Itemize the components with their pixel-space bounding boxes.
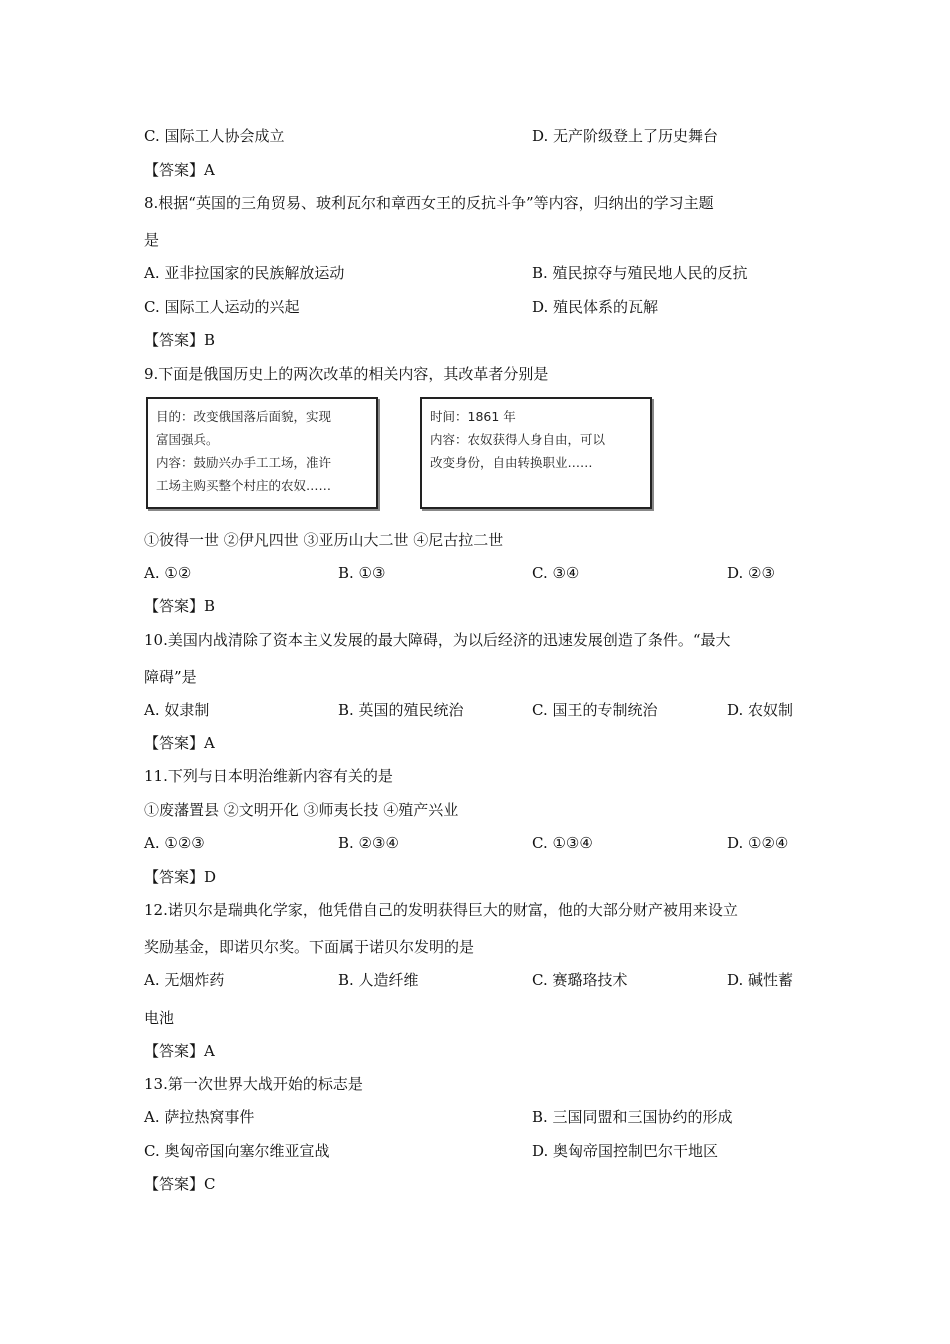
q7-option-c: C. 国际工人协会成立 (144, 127, 285, 145)
q10-option-a: A. 奴隶制 (144, 701, 210, 719)
q12-option-a: A. 无烟炸药 (144, 971, 225, 989)
q9-reform-box-2 (420, 397, 652, 509)
q13-option-a: A. 萨拉热窝事件 (144, 1108, 255, 1126)
q9-box1-line: 内容：鼓励兴办手工工场，准许 (156, 455, 332, 470)
q11-option-a: A. ①②③ (144, 834, 205, 852)
q9-box2-line: 内容：农奴获得人身自由，可以 (430, 432, 606, 447)
q13-option-c: C. 奥匈帝国向塞尔维亚宣战 (144, 1142, 330, 1160)
q12-stem-line1: 12.诺贝尔是瑞典化学家，他凭借自己的发明获得巨大的财富，他的大部分财产被用来设立 (144, 901, 738, 919)
q10-option-d: D. 农奴制 (727, 701, 794, 719)
q8-option-d: D. 殖民体系的瓦解 (532, 298, 659, 316)
q8-stem-line2: 是 (144, 231, 160, 249)
q9-box1-line: 目的：改变俄国落后面貌，实现 (156, 409, 332, 424)
q11-stem: 11.下列与日本明治维新内容有关的是 (144, 767, 393, 785)
q13-option-d: D. 奥匈帝国控制巴尔干地区 (532, 1142, 719, 1160)
q9-option-b: B. ①③ (338, 564, 386, 582)
q12-option-d: D. 碱性蓄 (727, 971, 794, 989)
q9-option-c: C. ③④ (532, 564, 580, 582)
q8-option-a: A. 亚非拉国家的民族解放运动 (144, 264, 345, 282)
q9-reform-box-1 (146, 397, 378, 509)
q7-answer: 【答案】A (144, 161, 215, 179)
q10-stem-line2: 障碍”是 (144, 668, 197, 686)
q9-box2-line: 时间：1861 年 (430, 409, 516, 424)
q8-option-c: C. 国际工人运动的兴起 (144, 298, 300, 316)
q9-items: ①彼得一世 ②伊凡四世 ③亚历山大二世 ④尼古拉二世 (144, 531, 504, 549)
q9-box1-line: 工场主购买整个村庄的农奴…… (156, 478, 332, 493)
q10-answer: 【答案】A (144, 734, 215, 752)
q9-option-a: A. ①② (144, 564, 192, 582)
q13-answer: 【答案】C (144, 1175, 216, 1193)
q9-box1-line: 富国强兵。 (156, 432, 219, 447)
q9-option-d: D. ②③ (727, 564, 775, 582)
q11-option-d: D. ①②④ (727, 834, 789, 852)
q8-stem-line1: 8.根据“英国的三角贸易、玻利瓦尔和章西女王的反抗斗争”等内容，归纳出的学习主题 (144, 194, 714, 212)
q13-stem: 13.第一次世界大战开始的标志是 (144, 1075, 363, 1093)
q8-option-b: B. 殖民掠夺与殖民地人民的反抗 (532, 264, 748, 282)
q7-option-d: D. 无产阶级登上了历史舞台 (532, 127, 719, 145)
q10-option-b: B. 英国的殖民统治 (338, 701, 464, 719)
q11-option-b: B. ②③④ (338, 834, 399, 852)
q9-stem: 9.下面是俄国历史上的两次改革的相关内容，其改革者分别是 (144, 365, 549, 383)
q12-option-b: B. 人造纤维 (338, 971, 419, 989)
q12-answer: 【答案】A (144, 1042, 215, 1060)
q11-items: ①废藩置县 ②文明开化 ③师夷长技 ④殖产兴业 (144, 801, 459, 819)
q9-answer: 【答案】B (144, 597, 216, 615)
q12-stem-line2: 奖励基金，即诺贝尔奖。下面属于诺贝尔发明的是 (144, 938, 475, 956)
q13-option-b: B. 三国同盟和三国协约的形成 (532, 1108, 733, 1126)
q8-answer: 【答案】B (144, 331, 216, 349)
q12-option-c: C. 赛璐珞技术 (532, 971, 628, 989)
q10-stem-line1: 10.美国内战清除了资本主义发展的最大障碍，为以后经济的迅速发展创造了条件。“最大 (144, 631, 731, 649)
q11-option-c: C. ①③④ (532, 834, 593, 852)
q10-option-c: C. 国王的专制统治 (532, 701, 658, 719)
q9-box2-line: 改变身份，自由转换职业…… (430, 455, 593, 470)
q12-option-d-continued: 电池 (144, 1009, 175, 1027)
q11-answer: 【答案】D (144, 868, 217, 886)
